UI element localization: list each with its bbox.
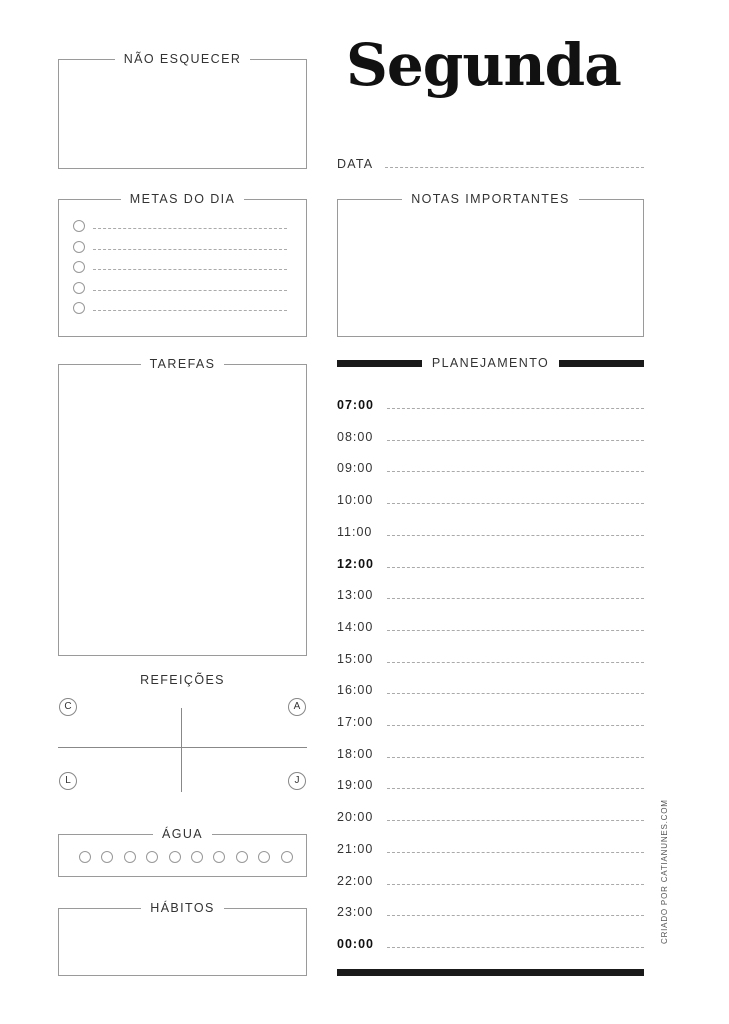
date-label: DATA — [337, 157, 374, 171]
metas-do-dia-title: METAS DO DIA — [121, 192, 244, 206]
hour-row[interactable] — [337, 874, 644, 890]
water-glass-icon[interactable] — [124, 851, 136, 863]
hour-row[interactable] — [337, 715, 644, 731]
goal-line — [93, 249, 287, 250]
hour-line — [387, 725, 644, 726]
hour-label: 09:00 — [337, 461, 374, 476]
habitos-title: HÁBITOS — [141, 901, 223, 915]
notas-importantes-box — [337, 192, 644, 337]
hour-row[interactable] — [337, 620, 644, 636]
hour-label: 14:00 — [337, 619, 374, 634]
agua-box — [58, 827, 307, 877]
hour-label: 21:00 — [337, 841, 374, 856]
goal-item[interactable] — [73, 282, 287, 296]
meal-cafe-badge[interactable]: C — [59, 698, 77, 716]
hour-line — [387, 503, 644, 504]
hour-row[interactable] — [337, 588, 644, 604]
hour-label: 19:00 — [337, 778, 374, 793]
hour-row[interactable] — [337, 430, 644, 446]
nao-esquecer-title: NÃO ESQUECER — [115, 52, 251, 66]
hour-row[interactable] — [337, 937, 644, 953]
goal-line — [93, 290, 287, 291]
hour-row[interactable] — [337, 525, 644, 541]
hour-line — [387, 408, 644, 409]
hour-row[interactable] — [337, 461, 644, 477]
hour-row[interactable] — [337, 778, 644, 794]
water-glass-icon[interactable] — [236, 851, 248, 863]
hour-line — [387, 598, 644, 599]
water-glass-icon[interactable] — [191, 851, 203, 863]
planejamento-bottom-bar — [337, 969, 644, 976]
goal-checkbox-icon[interactable] — [73, 241, 85, 253]
hour-label: 16:00 — [337, 683, 374, 698]
nao-esquecer-box — [58, 52, 307, 169]
hour-label: 12:00 — [337, 556, 374, 571]
hour-label: 22:00 — [337, 873, 374, 888]
water-glass-icon[interactable] — [258, 851, 270, 863]
hour-label: 20:00 — [337, 810, 374, 825]
water-tracker — [79, 851, 293, 863]
hour-line — [387, 788, 644, 789]
water-glass-icon[interactable] — [169, 851, 181, 863]
goal-item[interactable] — [73, 241, 287, 255]
refeicoes-horizontal-line — [58, 747, 307, 748]
planejamento-bar-left — [337, 360, 422, 367]
hour-line — [387, 471, 644, 472]
credit-text: CRIADO POR CATIANUNES.COM — [660, 799, 669, 944]
hour-line — [387, 757, 644, 758]
hour-line — [387, 630, 644, 631]
goal-item[interactable] — [73, 261, 287, 275]
hour-line — [387, 884, 644, 885]
goal-item[interactable] — [73, 302, 287, 316]
goal-line — [93, 310, 287, 311]
goal-checkbox-icon[interactable] — [73, 261, 85, 273]
goal-line — [93, 228, 287, 229]
hour-line — [387, 947, 644, 948]
hour-label: 13:00 — [337, 588, 374, 603]
hour-label: 07:00 — [337, 398, 374, 412]
water-glass-icon[interactable] — [146, 851, 158, 863]
goal-checkbox-icon[interactable] — [73, 282, 85, 294]
hour-label: 11:00 — [337, 524, 373, 539]
water-glass-icon[interactable] — [213, 851, 225, 863]
tarefas-box — [58, 357, 307, 656]
refeicoes-title: REFEIÇÕES — [140, 673, 225, 687]
hour-row[interactable] — [337, 652, 644, 668]
hour-label: 00:00 — [337, 936, 374, 951]
date-line — [385, 167, 644, 168]
hour-label: 17:00 — [337, 715, 374, 729]
refeicoes-grid — [58, 708, 307, 792]
hour-line — [387, 567, 644, 568]
hour-row[interactable] — [337, 398, 644, 414]
goal-line — [93, 269, 287, 270]
date-field[interactable] — [337, 156, 644, 172]
meal-lanche-badge[interactable]: L — [59, 772, 77, 790]
planejamento-bar-right — [559, 360, 644, 367]
water-glass-icon[interactable] — [281, 851, 293, 863]
page-title: Segunda — [346, 31, 621, 99]
hour-row[interactable] — [337, 842, 644, 858]
hour-label: 10:00 — [337, 493, 374, 508]
agua-title: ÁGUA — [153, 827, 212, 841]
water-glass-icon[interactable] — [79, 851, 91, 863]
hour-row[interactable] — [337, 905, 644, 921]
hour-line — [387, 535, 644, 536]
water-glass-icon[interactable] — [101, 851, 113, 863]
tarefas-title: TAREFAS — [141, 357, 225, 371]
hour-row[interactable] — [337, 493, 644, 509]
hour-line — [387, 693, 644, 694]
notas-importantes-title: NOTAS IMPORTANTES — [402, 192, 579, 206]
habitos-box — [58, 901, 307, 976]
hour-line — [387, 820, 644, 821]
hour-line — [387, 915, 644, 916]
hour-row[interactable] — [337, 683, 644, 699]
hour-label: 23:00 — [337, 905, 374, 920]
hour-line — [387, 440, 644, 441]
goal-item[interactable] — [73, 220, 287, 234]
hour-line — [387, 852, 644, 853]
meal-jantar-badge[interactable]: J — [288, 772, 306, 790]
hour-line — [387, 662, 644, 663]
hour-row[interactable] — [337, 557, 644, 573]
goal-checkbox-icon[interactable] — [73, 302, 85, 314]
hour-label: 08:00 — [337, 429, 374, 444]
planejamento-header — [337, 356, 644, 372]
hour-row[interactable] — [337, 810, 644, 826]
metas-do-dia-box — [58, 192, 307, 337]
goal-checkbox-icon[interactable] — [73, 220, 85, 232]
hour-label: 15:00 — [337, 651, 374, 666]
refeicoes-vertical-line — [181, 708, 182, 792]
hour-row[interactable] — [337, 747, 644, 763]
hour-label: 18:00 — [337, 746, 374, 761]
planejamento-title: PLANEJAMENTO — [431, 356, 550, 370]
meal-almoco-badge[interactable]: A — [288, 698, 306, 716]
